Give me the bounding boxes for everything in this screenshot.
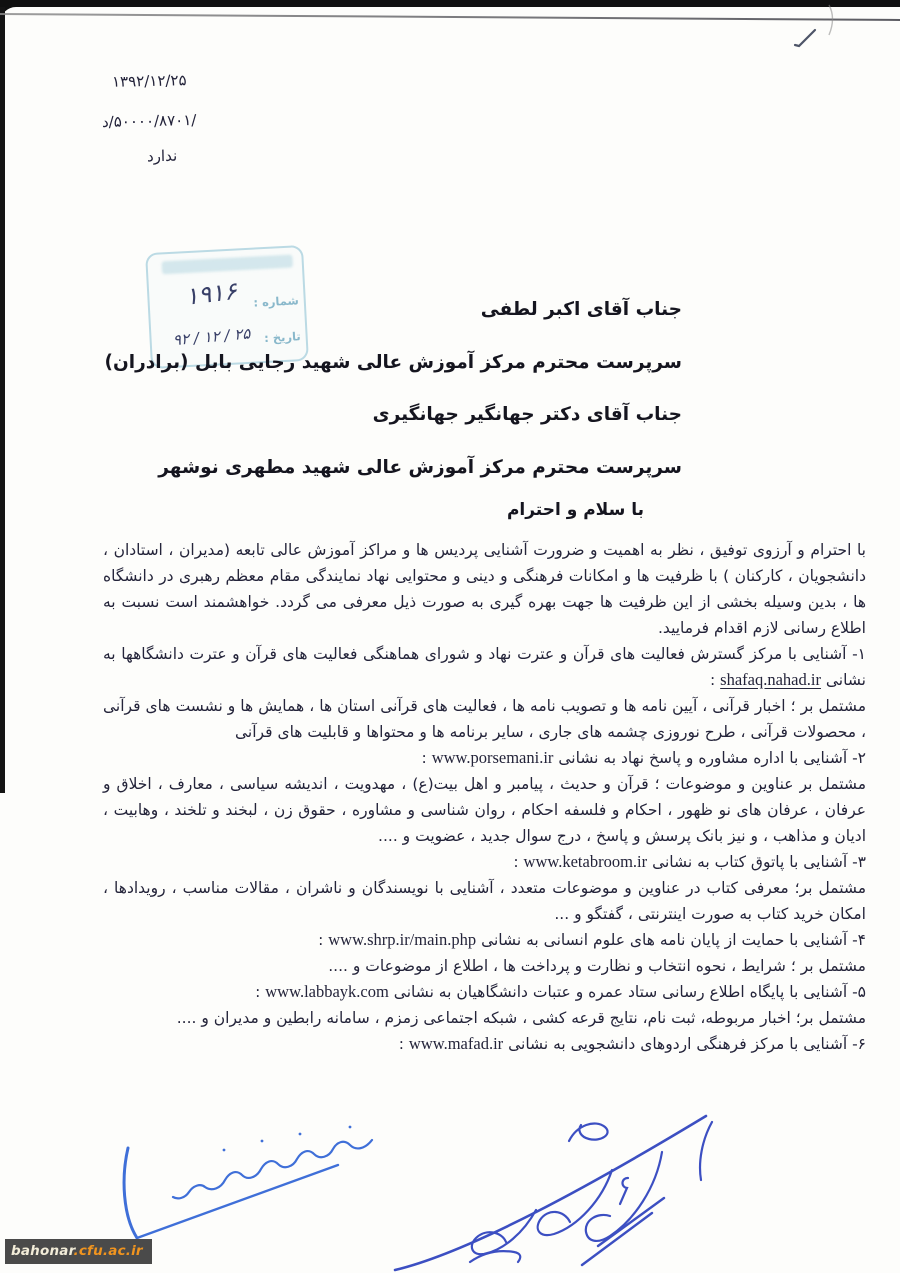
item-1-url: shafaq.nahad.ir <box>720 670 821 689</box>
item-3-colon: : <box>513 853 519 871</box>
item-4-heading <box>103 927 866 953</box>
stamp-number-label: شماره : <box>253 293 300 310</box>
item-2-colon: : <box>421 749 427 767</box>
item-4-url: www.shrp.ir/main.php <box>328 930 477 949</box>
item-6-heading-text: ۶- آشنایی با مرکز فرهنگی اردوهای دانشجویی به نشانی <box>508 1035 866 1053</box>
salutation: با سلام و احترام <box>506 500 644 520</box>
item-1-heading <box>103 641 866 693</box>
item-2-description: مشتمل بر عناوین و موضوعات ؛ قرآن و حدیث ، پیامبر و اهل بیت(ع) ، مهدویت ، اندیشه سیاسی ، معارف ، اخلاق و عرفان ، عرفان های نو ظهور ، احکام و فلسفه احکام ، روان شناسی و مشاوره ، حقوق زن ، لبخند و تلخند ، وهابیت ، ادیان و مذاهب ، و نیز بانک پرسش و پاسخ ، درج سوال جدید ، عضویت و .... <box>103 775 866 845</box>
item-4-heading-text: ۴- آشنایی با حمایت از پایان نامه های علوم انسانی به نشانی <box>481 931 866 949</box>
item-4-colon: : <box>318 931 324 949</box>
item-4-description: مشتمل بر ؛ شرایط ، نحوه انتخاب و نظارت و پرداخت ها ، اطلاع از موضوعات و .... <box>328 957 866 975</box>
recipient-line-2: سرپرست محترم مرکز آموزش عالی شهید رجایی بابل (برادران) <box>104 351 682 373</box>
stamp-date-value: ۲۵ / ۱۲ / ۹۲ <box>172 324 251 350</box>
stamp-number-value: ۱۹۱۶ <box>183 276 239 311</box>
item-3-heading-text: ۳- آشنایی با پاتوق کتاب به نشانی <box>652 853 866 871</box>
watermark-site: bahonar <box>11 1243 74 1259</box>
letterhead-number: /۵۰۰۰۰/۸۷۰۱/د <box>101 111 197 131</box>
watermark-domain: .cfu.ac.ir <box>73 1243 143 1259</box>
scan-edge-left <box>0 7 5 793</box>
letterhead-attachment: ندارد <box>146 146 178 166</box>
recipient-block <box>105 284 682 494</box>
item-6-colon: : <box>398 1035 404 1053</box>
intro-paragraph: با احترام و آرزوی توفیق ، نظر به اهمیت و ضرورت آشنایی پردیس ها و مراکز آموزش عالی تابعه (مدیران ، استادان ، دانشجویان ، کارکنان ) با ظرفیت ها و امکانات فرهنگی و دینی و محتوایی نهاد نمایندگی مقام معظم رهبری در دانشگاه ها ، بدین وسیله بخشی از این ظرفیت ها جهت بهره گیری به صورت ذیل معرفی می گردد. خواهشمند است نسبت به اطلاع رسانی لازم اقدام فرمایید. <box>103 541 866 637</box>
stamp-faint-header-text <box>162 255 294 275</box>
item-5-description: مشتمل بر؛ اخبار مربوطه، ثبت نام، نتایج قرعه کشی ، شبکه اجتماعی زمزم ، سامانه رابطین و مدیران و .... <box>176 1009 866 1027</box>
recipient-line-3: جناب آقای دکتر جهانگیر جهانگیری <box>372 404 682 425</box>
item-3-description: مشتمل بر؛ معرفی کتاب در عناوین و موضوعات متعدد ، آشنایی با نویسندگان و ناشران ، مقالات مناسب ، رویدادها ، امکان خرید کتاب به صورت اینترنتی ، گفتگو و ... <box>103 879 866 923</box>
item-5-url: www.labbayk.com <box>265 982 389 1001</box>
item-1-colon: : <box>709 671 716 689</box>
letter-body <box>103 537 866 1057</box>
item-3-heading <box>103 849 866 875</box>
item-2-heading <box>103 745 866 771</box>
stamp-date-label: تاریخ : <box>263 329 301 346</box>
letterhead-date: ۱۳۹۲/۱۲/۲۵ <box>111 71 187 91</box>
item-2-heading-text: ۲- آشنایی با اداره مشاوره و پاسخ نهاد به نشانی <box>558 749 866 767</box>
item-3-url: www.ketabroom.ir <box>523 852 648 871</box>
item-1-heading-text: ۱- آشنایی با مرکز گسترش فعالیت های قرآن و عترت نهاد و شورای هماهنگی فعالیت های قرآن و عترت دانشگاهها به نشانی <box>103 645 866 689</box>
item-1-description: مشتمل بر ؛ اخبار قرآنی ، آیین نامه ها و تصویب نامه ها ، فعالیت های قرآنی استان ها ، همایش ها و نشست های قرآنی ، محصولات قرآنی ، طرح نوروزی چشمه های جاری ، سایر برنامه ها و محتواها و قابلیت های قرآنی <box>103 697 866 741</box>
recipient-line-4: سرپرست محترم مرکز آموزش عالی شهید مطهری نوشهر <box>158 456 682 478</box>
item-6-heading <box>103 1031 866 1057</box>
recipient-line-1: جناب آقای اکبر لطفی <box>480 299 682 320</box>
watermark-badge <box>5 1239 152 1264</box>
item-5-heading <box>103 979 866 1005</box>
item-5-heading-text: ۵- آشنایی با پایگاه اطلاع رسانی ستاد عمره و عتبات دانشگاهیان به نشانی <box>393 983 866 1001</box>
item-6-url: www.mafad.ir <box>408 1034 504 1053</box>
item-5-colon: : <box>255 983 261 1001</box>
item-2-url: www.porsemani.ir <box>431 748 554 767</box>
